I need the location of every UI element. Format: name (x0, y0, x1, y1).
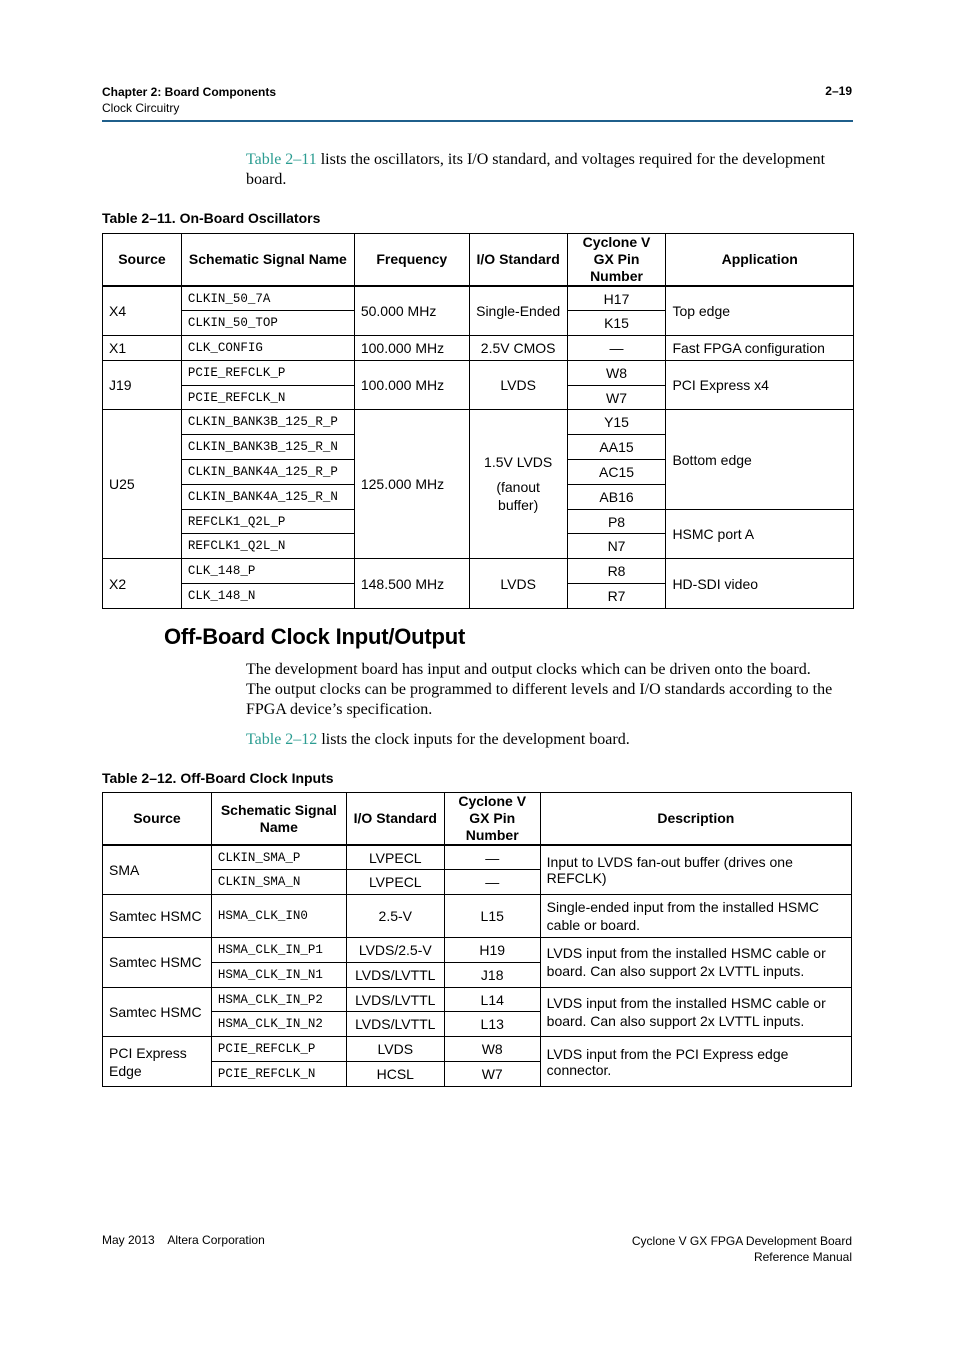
signal-cell: CLKIN_50_7A (181, 286, 354, 311)
section-name: Clock Circuitry (102, 101, 180, 115)
io-standard-cell (469, 410, 567, 559)
io-standard-cell: LVDS/LVTTL (346, 1012, 444, 1037)
column-header: Cyclone V GX Pin Number (567, 234, 666, 287)
table-row (103, 286, 854, 311)
pin-cell: W8 (444, 1037, 540, 1062)
reference-text: lists the clock inputs for the development board. (317, 731, 630, 748)
column-header: Source (103, 793, 212, 846)
application-cell: HSMC port A (666, 509, 854, 559)
description-cell: LVDS input from the PCI Express edge connector. (540, 1037, 851, 1087)
io-standard-cell: HCSL (346, 1062, 444, 1087)
chapter-title: Chapter 2: Board Components (102, 85, 277, 99)
signal-cell: CLKIN_BANK3B_125_R_P (181, 410, 354, 435)
table-row (103, 336, 854, 361)
io-standard-cell: LVDS (469, 360, 567, 410)
table-row (103, 410, 854, 435)
source-cell: J19 (103, 360, 182, 410)
column-header: Schematic Signal Name (181, 234, 354, 287)
table-header-row (103, 793, 852, 846)
signal-cell: HSMA_CLK_IN0 (211, 895, 346, 938)
footer-title-line: Cyclone V GX FPGA Development Board (631, 1234, 852, 1248)
intro-paragraph (246, 150, 846, 190)
signal-cell: REFCLK1_Q2L_P (181, 509, 354, 534)
io-standard-note: (fanout buffer) (496, 479, 540, 514)
io-standard-cell: Single-Ended (469, 286, 567, 336)
source-cell: Samtec HSMC (103, 938, 212, 988)
footer-date-publisher: May 2013 Altera Corporation (102, 1233, 265, 1247)
table-2-11-caption: Table 2–11. On-Board Oscillators (102, 210, 321, 226)
column-header: Source (103, 234, 182, 287)
pin-cell: R8 (567, 559, 666, 584)
column-header: I/O Standard (469, 234, 567, 287)
signal-cell: PCIE_REFCLK_N (181, 385, 354, 410)
io-standard-cell: 2.5V CMOS (469, 336, 567, 361)
signal-cell: CLKIN_SMA_P (211, 845, 346, 870)
table-row (103, 1037, 852, 1062)
pin-cell: AA15 (567, 435, 666, 460)
source-cell: X1 (103, 336, 182, 361)
pin-cell: H19 (444, 938, 540, 963)
table-2-12-reference (246, 730, 846, 750)
frequency-cell: 100.000 MHz (354, 360, 469, 410)
signal-cell: CLKIN_50_TOP (181, 311, 354, 336)
pin-cell: J18 (444, 962, 540, 987)
pin-cell: L15 (444, 895, 540, 938)
pin-cell: — (444, 870, 540, 895)
description-cell: Single-ended input from the installed HSMC cable or board. (540, 895, 851, 938)
pin-cell: W8 (567, 360, 666, 385)
signal-cell: HSMA_CLK_IN_N1 (211, 962, 346, 987)
signal-cell: CLKIN_SMA_N (211, 870, 346, 895)
frequency-cell: 125.000 MHz (354, 410, 469, 559)
description-cell: LVDS input from the installed HSMC cable or board. Can also support 2x LVTTL inputs. (540, 938, 851, 988)
application-cell: Top edge (666, 286, 854, 336)
io-standard-cell: LVPECL (346, 845, 444, 870)
section-heading: Off-Board Clock Input/Output (164, 624, 466, 649)
signal-cell: HSMA_CLK_IN_P2 (211, 987, 346, 1012)
pin-cell: — (444, 845, 540, 870)
io-standard-cell: LVDS (469, 559, 567, 609)
on-board-oscillators-table (102, 233, 854, 609)
pin-cell: AB16 (567, 484, 666, 509)
io-standard-cell: LVDS/LVTTL (346, 962, 444, 987)
io-standard-line: 1.5V LVDS (484, 454, 553, 471)
pin-cell: L13 (444, 1012, 540, 1037)
frequency-cell: 50.000 MHz (354, 286, 469, 336)
io-standard-cell: LVDS/LVTTL (346, 987, 444, 1012)
io-standard-cell: 2.5-V (346, 895, 444, 938)
column-header: Cyclone V GX Pin Number (444, 793, 540, 846)
footer-subtitle-line: Reference Manual (753, 1250, 852, 1264)
signal-cell: HSMA_CLK_IN_N2 (211, 1012, 346, 1037)
pin-cell: H17 (567, 286, 666, 311)
signal-cell: PCIE_REFCLK_P (211, 1037, 346, 1062)
application-cell: HD-SDI video (666, 559, 854, 609)
frequency-cell: 148.500 MHz (354, 559, 469, 609)
table-row (103, 845, 852, 870)
pin-cell: R7 (567, 584, 666, 609)
pin-cell: AC15 (567, 460, 666, 485)
signal-cell: REFCLK1_Q2L_N (181, 534, 354, 559)
io-standard-cell: LVDS (346, 1037, 444, 1062)
application-cell: Bottom edge (666, 410, 854, 509)
page-number: 2–19 (825, 84, 852, 98)
header-rule (102, 120, 853, 122)
description-cell: Input to LVDS fan-out buffer (drives one REFCLK) (540, 845, 851, 895)
pin-cell: W7 (444, 1062, 540, 1087)
signal-cell: HSMA_CLK_IN_P1 (211, 938, 346, 963)
signal-cell: CLKIN_BANK4A_125_R_P (181, 460, 354, 485)
signal-cell: CLK_148_N (181, 584, 354, 609)
source-cell: X4 (103, 286, 182, 336)
column-header: Schematic Signal Name (211, 793, 346, 846)
table-row (103, 559, 854, 584)
io-standard-cell: LVPECL (346, 870, 444, 895)
signal-cell: CLK_CONFIG (181, 336, 354, 361)
signal-cell: CLK_148_P (181, 559, 354, 584)
table-2-12-caption: Table 2–12. Off-Board Clock Inputs (102, 770, 334, 786)
signal-cell: PCIE_REFCLK_N (211, 1062, 346, 1087)
pin-cell: K15 (567, 311, 666, 336)
pin-cell: — (567, 336, 666, 361)
signal-cell: CLKIN_BANK3B_125_R_N (181, 435, 354, 460)
table-row (103, 938, 852, 963)
description-cell: LVDS input from the installed HSMC cable or board. Can also support 2x LVTTL inputs. (540, 987, 851, 1037)
table-row (103, 895, 852, 938)
column-header: Description (540, 793, 851, 846)
source-cell: X2 (103, 559, 182, 609)
table-header-row (103, 234, 854, 287)
io-standard-cell: LVDS/2.5-V (346, 938, 444, 963)
running-header (102, 84, 276, 116)
source-cell: U25 (103, 410, 182, 559)
off-board-clock-inputs-table (102, 792, 852, 1087)
table-row (103, 987, 852, 1012)
table-2-11-link[interactable]: Table 2–11 (246, 151, 317, 168)
signal-cell: CLKIN_BANK4A_125_R_N (181, 484, 354, 509)
section-paragraph: The development board has input and output clocks which can be driven onto the board. The output clocks can be programmed to different levels and I/O standards according to the FPGA device’s specification. (246, 661, 833, 718)
column-header: Frequency (354, 234, 469, 287)
column-header: Application (666, 234, 854, 287)
pin-cell: P8 (567, 509, 666, 534)
application-cell: Fast FPGA configuration (666, 336, 854, 361)
column-header: I/O Standard (346, 793, 444, 846)
application-cell: PCI Express x4 (666, 360, 854, 410)
pin-cell: Y15 (567, 410, 666, 435)
intro-text: lists the oscillators, its I/O standard, and voltages required for the development board. (246, 151, 826, 188)
source-cell: PCI Express Edge (103, 1037, 212, 1087)
source-cell: Samtec HSMC (103, 895, 212, 938)
pin-cell: N7 (567, 534, 666, 559)
source-cell: SMA (103, 845, 212, 895)
source-cell: Samtec HSMC (103, 987, 212, 1037)
footer-document-title (632, 1233, 852, 1265)
frequency-cell: 100.000 MHz (354, 336, 469, 361)
signal-cell: PCIE_REFCLK_P (181, 360, 354, 385)
table-row (103, 360, 854, 385)
table-2-12-link[interactable]: Table 2–12 (246, 731, 318, 748)
pin-cell: W7 (567, 385, 666, 410)
pin-cell: L14 (444, 987, 540, 1012)
